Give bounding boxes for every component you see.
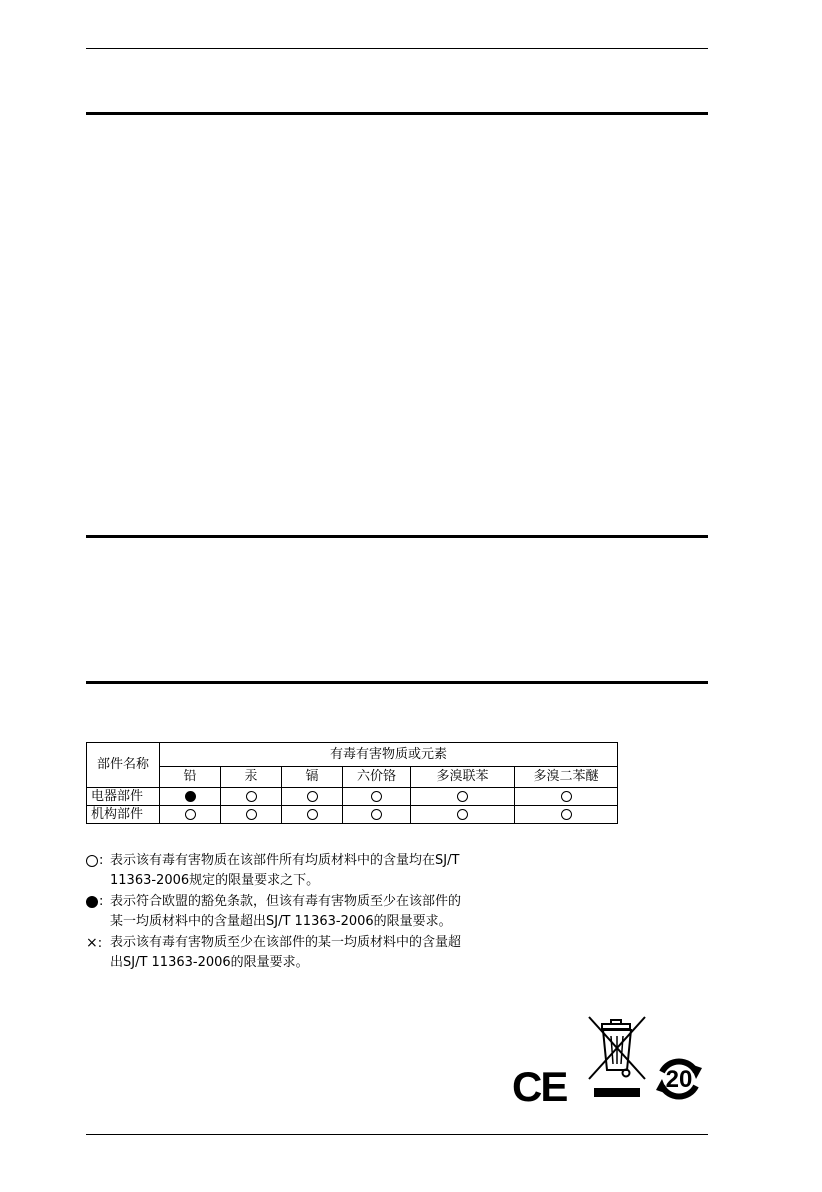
open-circle-icon — [457, 791, 468, 802]
table-row — [87, 788, 618, 806]
legend-note-cross: ×: 表示该有毒有害物质至少在该部件的某一均质材料中的含量超 出SJ/T 11363-2006的限量要求。 — [86, 935, 462, 970]
substance-header-pbb: 多溴联苯 — [411, 767, 515, 788]
open-circle-icon — [371, 791, 382, 802]
footer-rule — [86, 1134, 708, 1135]
table-row — [87, 806, 618, 824]
open-circle-icon — [185, 809, 196, 820]
hazardous-substance-table — [86, 742, 618, 824]
legend-note-text: 表示该有毒有害物质至少在该部件的某一均质材料中的含量超 出SJ/T 11363-2006的限量要求。 — [110, 935, 462, 970]
open-circle-icon — [561, 809, 572, 820]
substance-header-cadmium: 镉 — [282, 767, 343, 788]
compliance-logos — [512, 1014, 712, 1110]
section-divider-2 — [86, 535, 708, 538]
legend-note-text: 表示符合欧盟的豁免条款，但该有毒有害物质至少在该部件的 某一均质材料中的含量超出SJ/T 11363-2006的限量要求。 — [110, 894, 462, 929]
part-name-cell: 电器部件 — [87, 788, 160, 806]
open-circle-icon — [86, 855, 98, 867]
legend-note-open-circle: : 表示该有毒有害物质在该部件所有均质材料中的含量均在SJ/T 11363-2006规定的限量要求之下。 — [86, 851, 546, 891]
open-circle-icon — [561, 791, 572, 802]
section-divider-1 — [86, 112, 708, 115]
substance-group-header: 有毒有害物质或元素 — [160, 743, 618, 767]
open-circle-icon — [307, 791, 318, 802]
substance-header-pbde: 多溴二苯醚 — [515, 767, 618, 788]
cross-icon: × — [86, 935, 98, 951]
ce-mark-logo: CE — [512, 1063, 567, 1110]
open-circle-icon — [246, 809, 257, 820]
substance-header-lead: 铅 — [160, 767, 221, 788]
header-rule — [86, 48, 708, 49]
substance-header-chromium: 六价铬 — [343, 767, 411, 788]
filled-circle-icon — [185, 791, 196, 802]
open-circle-icon — [457, 809, 468, 820]
legend-note-text: 表示该有毒有害物质在该部件所有均质材料中的含量均在SJ/T 11363-2006规定的限量要求之下。 — [110, 853, 460, 888]
part-name-cell: 机构部件 — [87, 806, 160, 824]
open-circle-icon — [307, 809, 318, 820]
part-name-header: 部件名称 — [87, 743, 160, 788]
legend-notes — [86, 851, 546, 974]
section-divider-3 — [86, 681, 708, 684]
filled-circle-icon — [86, 896, 98, 908]
substance-header-mercury: 汞 — [221, 767, 282, 788]
epup-number: 20 — [665, 1066, 693, 1093]
epup-20-years-icon — [650, 1050, 708, 1108]
open-circle-icon — [246, 791, 257, 802]
open-circle-icon — [371, 809, 382, 820]
crossed-out-wheelie-bin-icon — [584, 1014, 650, 1100]
legend-note-filled-circle: : 表示符合欧盟的豁免条款，但该有毒有害物质至少在该部件的 某一均质材料中的含量超出SJ/T 11363-2006的限量要求。 — [86, 892, 546, 932]
